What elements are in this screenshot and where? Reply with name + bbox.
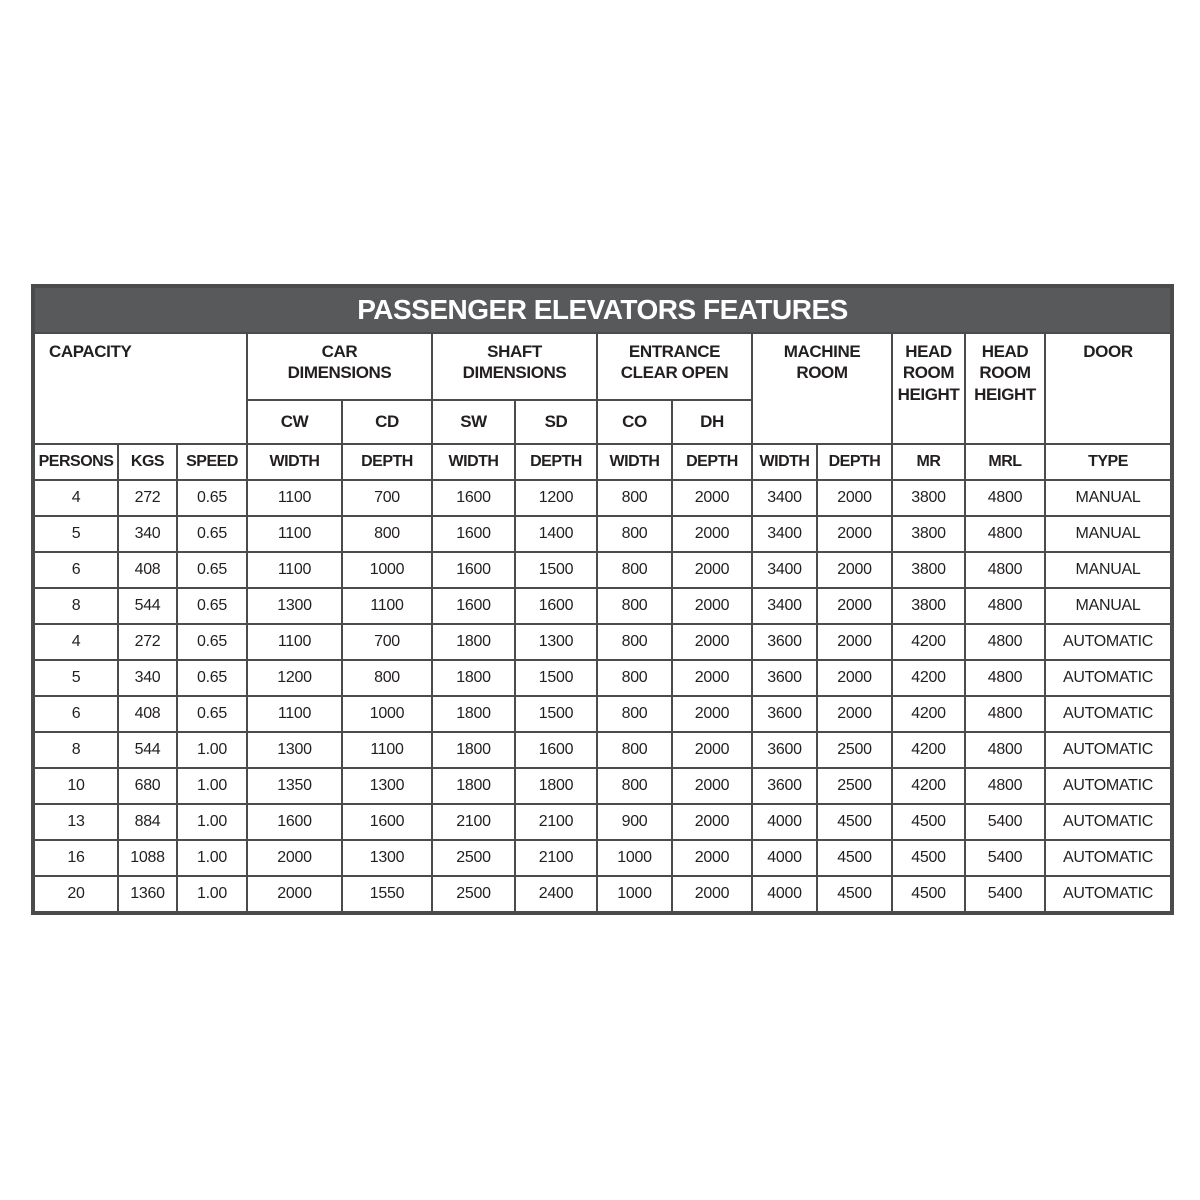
cell-entrance-depth: 2000 xyxy=(672,876,752,913)
header-capacity xyxy=(33,333,247,444)
table-row xyxy=(33,840,1172,876)
header-shaft-dimensions-label: SHAFT DIMENSIONS xyxy=(462,342,567,383)
cell-machine-room-depth: 2000 xyxy=(817,516,892,552)
cell-shaft-width: 1800 xyxy=(432,732,515,768)
cell-shaft-width: 1800 xyxy=(432,660,515,696)
col-header-machine-room-width: WIDTH xyxy=(752,444,817,480)
table-title: PASSENGER ELEVATORS FEATURES xyxy=(33,286,1172,333)
cell-car-width: 1100 xyxy=(247,552,342,588)
header-head-room-height-mrl-label: HEAD ROOM HEIGHT xyxy=(974,342,1036,404)
cell-car-width: 2000 xyxy=(247,840,342,876)
cell-door-type: MANUAL xyxy=(1045,588,1172,624)
table-row xyxy=(33,588,1172,624)
cell-machine-room-depth: 4500 xyxy=(817,876,892,913)
cell-shaft-depth: 1400 xyxy=(515,516,597,552)
cell-persons: 16 xyxy=(33,840,118,876)
cell-mrl: 4800 xyxy=(965,624,1045,660)
cell-speed: 0.65 xyxy=(177,480,247,516)
cell-shaft-depth: 1500 xyxy=(515,660,597,696)
cell-car-width: 1100 xyxy=(247,480,342,516)
cell-entrance-depth: 2000 xyxy=(672,732,752,768)
cell-machine-room-width: 3400 xyxy=(752,588,817,624)
passenger-elevators-table xyxy=(31,284,1174,915)
col-header-car-depth: DEPTH xyxy=(342,444,432,480)
cell-shaft-depth: 2100 xyxy=(515,840,597,876)
cell-car-width: 1100 xyxy=(247,696,342,732)
table-row xyxy=(33,876,1172,913)
cell-entrance-width: 800 xyxy=(597,732,672,768)
cell-entrance-width: 800 xyxy=(597,660,672,696)
col-header-entrance-depth: DEPTH xyxy=(672,444,752,480)
cell-shaft-depth: 2100 xyxy=(515,804,597,840)
cell-kgs: 544 xyxy=(118,588,177,624)
cell-entrance-width: 800 xyxy=(597,552,672,588)
cell-entrance-width: 800 xyxy=(597,480,672,516)
subheader-cd: CD xyxy=(342,400,432,444)
cell-speed: 1.00 xyxy=(177,732,247,768)
cell-car-depth: 700 xyxy=(342,624,432,660)
cell-car-width: 1600 xyxy=(247,804,342,840)
cell-car-depth: 1600 xyxy=(342,804,432,840)
col-header-machine-room-depth: DEPTH xyxy=(817,444,892,480)
header-door xyxy=(1045,333,1172,444)
cell-entrance-width: 800 xyxy=(597,624,672,660)
subheader-cw: CW xyxy=(247,400,342,444)
cell-entrance-depth: 2000 xyxy=(672,480,752,516)
header-head-room-height-mrl xyxy=(965,333,1045,444)
header-car-dimensions xyxy=(247,333,432,400)
cell-machine-room-width: 3400 xyxy=(752,480,817,516)
cell-mrl: 5400 xyxy=(965,876,1045,913)
cell-car-depth: 1550 xyxy=(342,876,432,913)
col-header-entrance-width: WIDTH xyxy=(597,444,672,480)
cell-machine-room-width: 3600 xyxy=(752,768,817,804)
cell-entrance-depth: 2000 xyxy=(672,804,752,840)
cell-car-depth: 800 xyxy=(342,660,432,696)
cell-entrance-depth: 2000 xyxy=(672,660,752,696)
cell-machine-room-width: 3600 xyxy=(752,696,817,732)
cell-entrance-width: 1000 xyxy=(597,876,672,913)
header-entrance-clear-open xyxy=(597,333,752,400)
cell-entrance-width: 800 xyxy=(597,768,672,804)
cell-entrance-width: 800 xyxy=(597,696,672,732)
cell-machine-room-depth: 2000 xyxy=(817,624,892,660)
cell-shaft-width: 1800 xyxy=(432,768,515,804)
cell-shaft-width: 2100 xyxy=(432,804,515,840)
table-row xyxy=(33,804,1172,840)
cell-shaft-width: 1600 xyxy=(432,552,515,588)
cell-machine-room-depth: 2000 xyxy=(817,480,892,516)
cell-machine-room-width: 4000 xyxy=(752,840,817,876)
cell-entrance-width: 900 xyxy=(597,804,672,840)
cell-machine-room-depth: 2500 xyxy=(817,732,892,768)
cell-car-depth: 1100 xyxy=(342,588,432,624)
column-header-row xyxy=(33,444,1172,480)
cell-shaft-width: 2500 xyxy=(432,840,515,876)
cell-door-type: AUTOMATIC xyxy=(1045,804,1172,840)
cell-speed: 0.65 xyxy=(177,588,247,624)
cell-shaft-width: 1600 xyxy=(432,588,515,624)
cell-mr: 3800 xyxy=(892,516,965,552)
table-body xyxy=(33,480,1172,913)
cell-persons: 20 xyxy=(33,876,118,913)
header-head-room-height-mr-label: HEAD ROOM HEIGHT xyxy=(897,342,960,404)
cell-mr: 4200 xyxy=(892,660,965,696)
cell-door-type: AUTOMATIC xyxy=(1045,840,1172,876)
cell-entrance-width: 800 xyxy=(597,516,672,552)
cell-shaft-depth: 1600 xyxy=(515,732,597,768)
table-row xyxy=(33,480,1172,516)
cell-speed: 1.00 xyxy=(177,840,247,876)
table-row xyxy=(33,552,1172,588)
cell-car-depth: 1100 xyxy=(342,732,432,768)
cell-machine-room-width: 3600 xyxy=(752,660,817,696)
cell-shaft-depth: 1800 xyxy=(515,768,597,804)
cell-kgs: 340 xyxy=(118,516,177,552)
cell-door-type: AUTOMATIC xyxy=(1045,624,1172,660)
cell-door-type: MANUAL xyxy=(1045,480,1172,516)
cell-shaft-depth: 1500 xyxy=(515,696,597,732)
cell-machine-room-width: 3400 xyxy=(752,552,817,588)
cell-shaft-width: 1800 xyxy=(432,696,515,732)
cell-kgs: 408 xyxy=(118,552,177,588)
cell-door-type: AUTOMATIC xyxy=(1045,660,1172,696)
cell-shaft-depth: 1200 xyxy=(515,480,597,516)
cell-persons: 5 xyxy=(33,660,118,696)
cell-door-type: AUTOMATIC xyxy=(1045,732,1172,768)
cell-mr: 4500 xyxy=(892,876,965,913)
cell-kgs: 544 xyxy=(118,732,177,768)
col-header-car-width: WIDTH xyxy=(247,444,342,480)
cell-machine-room-depth: 4500 xyxy=(817,840,892,876)
cell-kgs: 884 xyxy=(118,804,177,840)
table-row xyxy=(33,624,1172,660)
col-header-mr: MR xyxy=(892,444,965,480)
cell-kgs: 408 xyxy=(118,696,177,732)
cell-speed: 0.65 xyxy=(177,660,247,696)
col-header-persons: PERSONS xyxy=(33,444,118,480)
title-bar xyxy=(33,286,1172,333)
cell-shaft-width: 2500 xyxy=(432,876,515,913)
table-row xyxy=(33,516,1172,552)
cell-shaft-width: 1600 xyxy=(432,480,515,516)
subheader-sw: SW xyxy=(432,400,515,444)
cell-car-depth: 1300 xyxy=(342,768,432,804)
cell-mr: 4200 xyxy=(892,624,965,660)
header-machine-room xyxy=(752,333,892,444)
cell-car-width: 1350 xyxy=(247,768,342,804)
cell-mrl: 4800 xyxy=(965,696,1045,732)
cell-kgs: 340 xyxy=(118,660,177,696)
cell-shaft-depth: 1600 xyxy=(515,588,597,624)
cell-machine-room-depth: 4500 xyxy=(817,804,892,840)
cell-car-width: 1300 xyxy=(247,732,342,768)
cell-mr: 3800 xyxy=(892,480,965,516)
col-header-mrl: MRL xyxy=(965,444,1045,480)
cell-entrance-depth: 2000 xyxy=(672,768,752,804)
header-head-room-height-mr xyxy=(892,333,965,444)
cell-machine-room-width: 3600 xyxy=(752,624,817,660)
cell-car-depth: 1000 xyxy=(342,696,432,732)
table-row xyxy=(33,732,1172,768)
cell-entrance-depth: 2000 xyxy=(672,696,752,732)
cell-car-depth: 800 xyxy=(342,516,432,552)
cell-car-depth: 700 xyxy=(342,480,432,516)
cell-kgs: 1360 xyxy=(118,876,177,913)
cell-mr: 4200 xyxy=(892,696,965,732)
cell-car-depth: 1000 xyxy=(342,552,432,588)
cell-machine-room-depth: 2000 xyxy=(817,660,892,696)
cell-mrl: 4800 xyxy=(965,588,1045,624)
cell-car-width: 1200 xyxy=(247,660,342,696)
cell-machine-room-depth: 2000 xyxy=(817,696,892,732)
cell-entrance-depth: 2000 xyxy=(672,552,752,588)
col-header-speed: SPEED xyxy=(177,444,247,480)
cell-persons: 8 xyxy=(33,588,118,624)
cell-mrl: 4800 xyxy=(965,552,1045,588)
header-capacity-label: CAPACITY xyxy=(49,342,132,361)
cell-kgs: 1088 xyxy=(118,840,177,876)
cell-speed: 0.65 xyxy=(177,696,247,732)
cell-machine-room-width: 4000 xyxy=(752,876,817,913)
cell-kgs: 272 xyxy=(118,624,177,660)
cell-machine-room-width: 3600 xyxy=(752,732,817,768)
cell-kgs: 272 xyxy=(118,480,177,516)
cell-kgs: 680 xyxy=(118,768,177,804)
cell-door-type: AUTOMATIC xyxy=(1045,768,1172,804)
cell-mr: 4200 xyxy=(892,732,965,768)
cell-entrance-depth: 2000 xyxy=(672,588,752,624)
header-entrance-clear-open-label: ENTRANCE CLEAR OPEN xyxy=(620,342,729,383)
cell-persons: 5 xyxy=(33,516,118,552)
cell-persons: 6 xyxy=(33,552,118,588)
cell-door-type: MANUAL xyxy=(1045,516,1172,552)
cell-machine-room-depth: 2000 xyxy=(817,588,892,624)
cell-speed: 1.00 xyxy=(177,876,247,913)
col-header-shaft-width: WIDTH xyxy=(432,444,515,480)
cell-machine-room-depth: 2500 xyxy=(817,768,892,804)
cell-machine-room-width: 3400 xyxy=(752,516,817,552)
cell-entrance-width: 800 xyxy=(597,588,672,624)
col-header-shaft-depth: DEPTH xyxy=(515,444,597,480)
cell-mrl: 4800 xyxy=(965,768,1045,804)
cell-mrl: 4800 xyxy=(965,660,1045,696)
cell-car-depth: 1300 xyxy=(342,840,432,876)
header-door-label: DOOR xyxy=(1083,342,1133,361)
cell-car-width: 1100 xyxy=(247,516,342,552)
cell-machine-room-width: 4000 xyxy=(752,804,817,840)
cell-persons: 8 xyxy=(33,732,118,768)
col-header-kgs: KGS xyxy=(118,444,177,480)
cell-persons: 4 xyxy=(33,480,118,516)
cell-speed: 0.65 xyxy=(177,516,247,552)
cell-entrance-depth: 2000 xyxy=(672,840,752,876)
cell-mr: 4500 xyxy=(892,804,965,840)
header-shaft-dimensions xyxy=(432,333,597,400)
table-row xyxy=(33,696,1172,732)
cell-mr: 3800 xyxy=(892,552,965,588)
cell-entrance-depth: 2000 xyxy=(672,516,752,552)
cell-persons: 6 xyxy=(33,696,118,732)
cell-mrl: 5400 xyxy=(965,840,1045,876)
cell-door-type: AUTOMATIC xyxy=(1045,696,1172,732)
cell-mr: 3800 xyxy=(892,588,965,624)
cell-entrance-width: 1000 xyxy=(597,840,672,876)
cell-machine-room-depth: 2000 xyxy=(817,552,892,588)
cell-persons: 13 xyxy=(33,804,118,840)
table-row xyxy=(33,768,1172,804)
cell-car-width: 2000 xyxy=(247,876,342,913)
cell-mr: 4200 xyxy=(892,768,965,804)
cell-shaft-depth: 1500 xyxy=(515,552,597,588)
cell-speed: 0.65 xyxy=(177,624,247,660)
cell-persons: 10 xyxy=(33,768,118,804)
cell-door-type: AUTOMATIC xyxy=(1045,876,1172,913)
cell-mrl: 4800 xyxy=(965,516,1045,552)
cell-car-width: 1100 xyxy=(247,624,342,660)
cell-mr: 4500 xyxy=(892,840,965,876)
col-header-type: TYPE xyxy=(1045,444,1172,480)
group-header-row xyxy=(33,333,1172,400)
cell-car-width: 1300 xyxy=(247,588,342,624)
header-machine-room-label: MACHINE ROOM xyxy=(783,342,861,383)
table-row xyxy=(33,660,1172,696)
cell-shaft-width: 1600 xyxy=(432,516,515,552)
subheader-sd: SD xyxy=(515,400,597,444)
cell-speed: 1.00 xyxy=(177,768,247,804)
cell-persons: 4 xyxy=(33,624,118,660)
header-car-dimensions-label: CAR DIMENSIONS xyxy=(287,342,392,383)
cell-speed: 0.65 xyxy=(177,552,247,588)
cell-mrl: 5400 xyxy=(965,804,1045,840)
cell-mrl: 4800 xyxy=(965,480,1045,516)
cell-door-type: MANUAL xyxy=(1045,552,1172,588)
subheader-dh: DH xyxy=(672,400,752,444)
cell-mrl: 4800 xyxy=(965,732,1045,768)
cell-entrance-depth: 2000 xyxy=(672,624,752,660)
cell-shaft-depth: 2400 xyxy=(515,876,597,913)
cell-shaft-depth: 1300 xyxy=(515,624,597,660)
subheader-co: CO xyxy=(597,400,672,444)
cell-shaft-width: 1800 xyxy=(432,624,515,660)
cell-speed: 1.00 xyxy=(177,804,247,840)
